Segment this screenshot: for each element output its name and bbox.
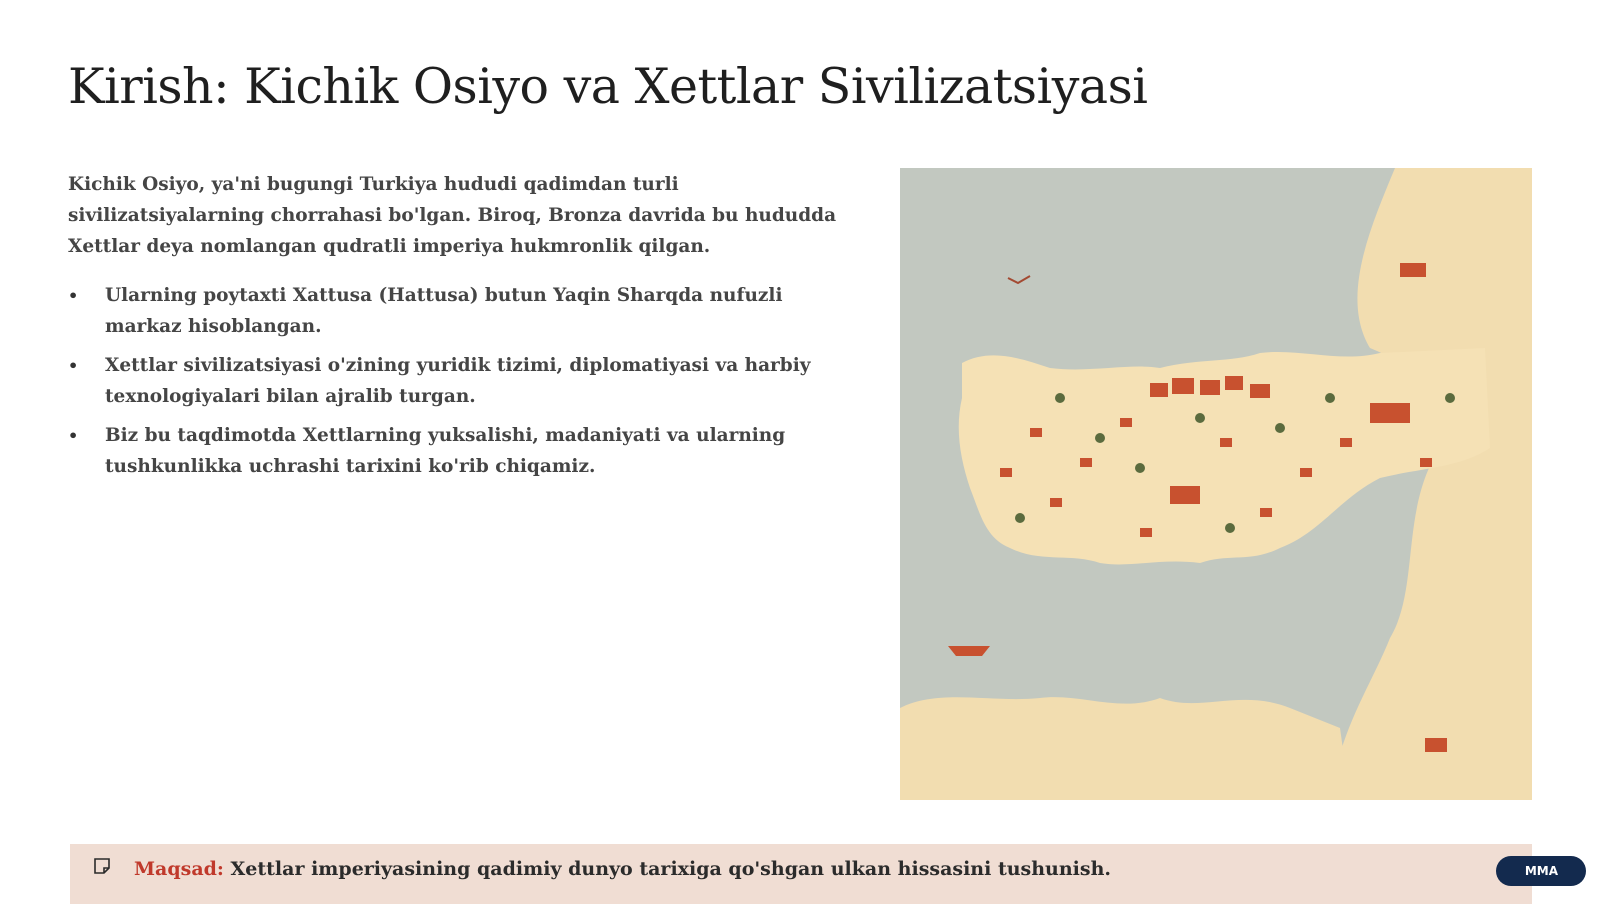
bullet-marker: • xyxy=(68,356,79,375)
goal-text xyxy=(134,854,1111,884)
brand-badge[interactable]: MMA xyxy=(1496,856,1586,886)
southern-land xyxy=(900,697,1350,800)
bullet-text: Ularning poytaxti Xattusa (Hattusa) butun Yaqin Sharqda nufuzli markaz hisoblangan. xyxy=(105,285,783,337)
bullet-item xyxy=(68,420,838,482)
goal-body: Xettlar imperiyasining qadimiy dunyo tarixiga qo'shgan ulkan hissasini tushunish. xyxy=(223,858,1112,880)
bullet-list xyxy=(68,280,838,490)
bullet-marker: • xyxy=(68,426,79,445)
bullet-item xyxy=(68,350,838,412)
bullet-text: Xettlar sivilizatsiyasi o'zining yuridik tizimi, diplomatiyasi va harbiy texnologiyalari bilan ajralib turgan. xyxy=(105,355,811,407)
bullet-marker: • xyxy=(68,286,79,305)
bullet-text: Biz bu taqdimotda Xettlarning yuksalishi, madaniyati va ularning tushkunlikka uchrashi tarixini ko'rib chiqamiz. xyxy=(105,425,786,477)
goal-callout xyxy=(70,844,1532,904)
slide-title: Kirish: Kichik Osiyo va Xettlar Sivilizatsiyasi xyxy=(68,58,1148,115)
anatolia-map-illustration xyxy=(900,168,1532,800)
bullet-item xyxy=(68,280,838,342)
intro-paragraph: Kichik Osiyo, ya'ni bugungi Turkiya hududi qadimdan turli sivilizatsiyalarning chorrahasi bo'lgan. Biroq, Bronza davrida bu hududda Xettlar deya nomlangan qudratli imperiya hukmronlik qilgan. xyxy=(68,174,837,257)
map-svg xyxy=(900,168,1532,800)
note-icon xyxy=(92,856,112,876)
goal-label: Maqsad: xyxy=(134,858,224,880)
